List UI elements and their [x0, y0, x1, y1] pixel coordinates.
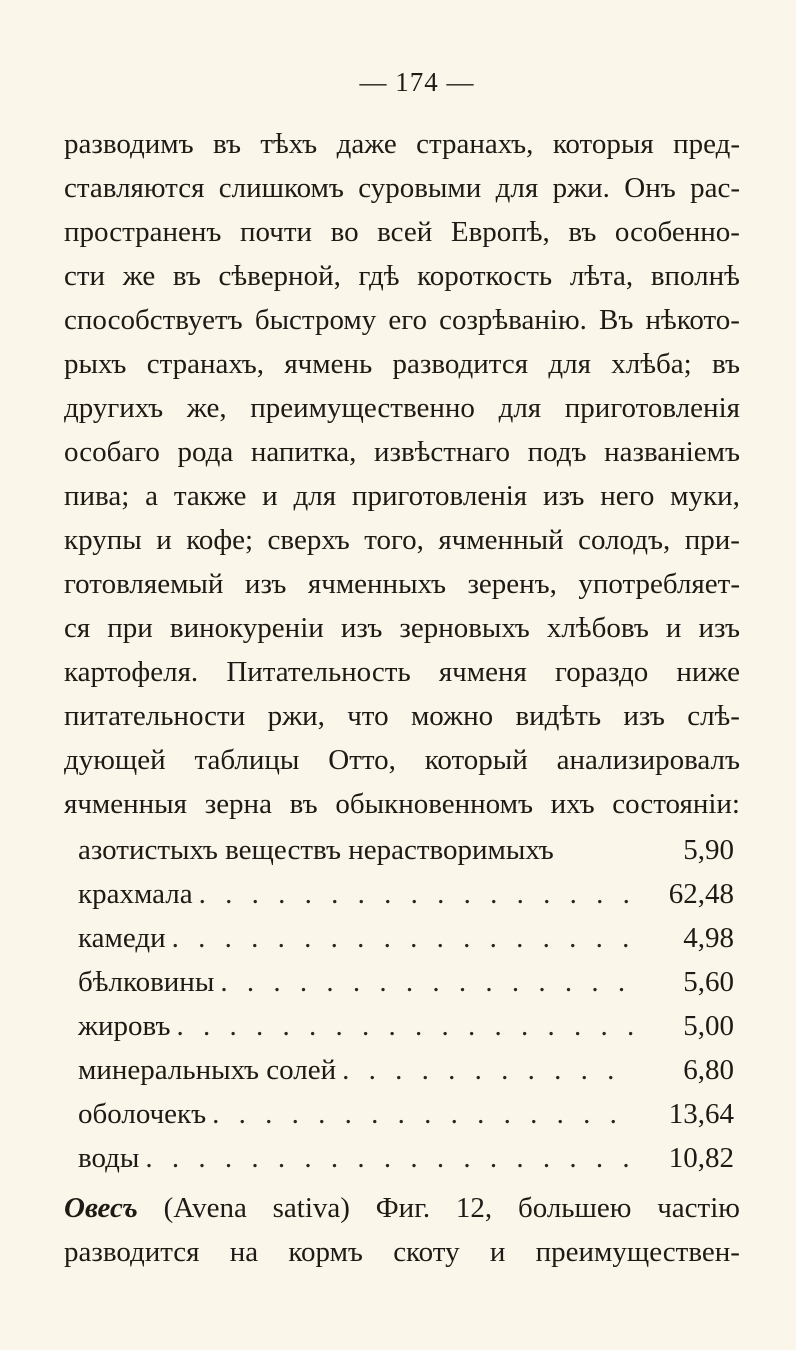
- component-name: жировъ: [78, 1010, 171, 1042]
- text-line: [64, 694, 740, 738]
- table-row: [78, 1004, 734, 1048]
- word: изъ: [340, 612, 383, 644]
- term-oats: Овесъ: [64, 1192, 138, 1224]
- word: что: [347, 700, 389, 732]
- text-line: [64, 518, 740, 562]
- word: зерновыхъ: [399, 612, 530, 644]
- word: даже: [336, 128, 397, 160]
- word: и: [489, 1236, 506, 1268]
- word: Европѣ,: [450, 216, 550, 248]
- page-number: — 174 —: [359, 67, 475, 97]
- word: который: [424, 744, 528, 776]
- text-line: [64, 738, 740, 782]
- word: 12,: [455, 1192, 493, 1224]
- word: при: [107, 612, 153, 644]
- component-value: 5,60: [683, 966, 734, 998]
- component-name: оболочекъ: [78, 1098, 207, 1130]
- word: ихъ: [550, 788, 595, 820]
- word: подъ: [527, 436, 587, 468]
- text-line: [64, 562, 740, 606]
- word: созрѣванію.: [439, 304, 587, 336]
- word: слѣ-: [687, 700, 740, 732]
- table-row: [78, 872, 734, 916]
- word: другихъ: [64, 392, 164, 424]
- word: при-: [684, 524, 740, 556]
- word: большею: [517, 1192, 632, 1224]
- word: особенно-: [614, 216, 740, 248]
- word: Отто,: [328, 744, 396, 776]
- word: хлѣбовъ: [546, 612, 649, 644]
- component-name: минеральныхъ солей: [78, 1054, 337, 1086]
- word: сѣверной,: [218, 260, 341, 292]
- word: странахъ,: [416, 128, 534, 160]
- word: во: [330, 216, 359, 248]
- word: странахъ,: [146, 348, 265, 380]
- component-value: 10,82: [668, 1142, 734, 1174]
- dot-leader: [220, 960, 634, 1004]
- word: ся: [64, 612, 91, 644]
- word: (Avena: [163, 1192, 247, 1224]
- text-line: [64, 210, 740, 254]
- word: лѣта,: [569, 260, 634, 292]
- word: зеренъ,: [467, 568, 557, 600]
- text-line: [64, 254, 740, 298]
- word: гораздо: [555, 656, 649, 688]
- word: напитка,: [250, 436, 357, 468]
- word: питательности: [64, 700, 246, 732]
- word: ставляются: [64, 172, 205, 204]
- word: и: [665, 612, 682, 644]
- word: таблицы: [194, 744, 300, 776]
- word: винокуреніи: [169, 612, 324, 644]
- text-line: [64, 474, 740, 518]
- dot-leader: [342, 1048, 634, 1092]
- word: также: [173, 480, 247, 512]
- word: скоту: [393, 1236, 460, 1268]
- word: для: [495, 172, 539, 204]
- word: ржи,: [267, 700, 325, 732]
- word: ниже: [676, 656, 740, 688]
- word: Онъ: [624, 172, 676, 204]
- dot-leader: [199, 872, 634, 916]
- word: частію: [657, 1192, 740, 1224]
- text-line: [64, 298, 740, 342]
- table-row: [78, 1048, 734, 1092]
- word: пространенъ: [64, 216, 222, 248]
- word: солодъ,: [578, 524, 671, 556]
- component-name: камеди: [78, 922, 166, 954]
- book-page: [64, 62, 740, 1274]
- word: и: [262, 480, 278, 512]
- word: на: [229, 1236, 259, 1268]
- word: муки,: [670, 480, 740, 512]
- word: ячменя: [438, 656, 527, 688]
- word: же,: [186, 392, 227, 424]
- component-name: азотистыхъ веществъ нерастворимыхъ: [78, 834, 554, 866]
- word: зерна: [204, 788, 272, 820]
- word: всей: [377, 216, 433, 248]
- table-row: [78, 1136, 734, 1180]
- word: разводится: [64, 1236, 200, 1268]
- dot-leader: [212, 1092, 634, 1136]
- word: для: [548, 348, 591, 380]
- word: слишкомъ: [218, 172, 344, 204]
- word: въ: [213, 128, 241, 160]
- word: преимущественно: [250, 392, 475, 424]
- word: sativa): [272, 1192, 350, 1224]
- text-line: [64, 606, 740, 650]
- text-line: [64, 122, 740, 166]
- word: преимуществен-: [535, 1236, 740, 1268]
- word: рас-: [690, 172, 740, 204]
- text-line: [64, 342, 740, 386]
- word: Питательность: [226, 656, 411, 688]
- word: употребляет-: [578, 568, 740, 600]
- component-name: воды: [78, 1142, 140, 1174]
- word: въ: [568, 216, 597, 248]
- table-row: [78, 960, 734, 1004]
- word: изъ: [698, 612, 740, 644]
- word: почти: [239, 216, 313, 248]
- dot-leader: [145, 1136, 634, 1180]
- word: а: [145, 480, 158, 512]
- word: изъ: [623, 700, 665, 732]
- word: ржи.: [552, 172, 610, 204]
- word: способствуетъ: [64, 304, 243, 336]
- table-row: [78, 828, 734, 872]
- barley-composition-table: [78, 828, 734, 1180]
- word: видѣть: [515, 700, 602, 732]
- word: состояніи:: [612, 788, 740, 820]
- word: разводится: [392, 348, 529, 380]
- word: картофеля.: [64, 656, 199, 688]
- word: и: [156, 524, 172, 556]
- word: его: [388, 304, 427, 336]
- text-line: [64, 782, 740, 826]
- component-value: 4,98: [683, 922, 734, 954]
- word: того,: [364, 524, 424, 556]
- word: кофе;: [186, 524, 254, 556]
- text-line: [64, 650, 740, 694]
- word: названіемъ: [604, 436, 740, 468]
- word: гдѣ: [358, 260, 400, 292]
- word: рода: [177, 436, 234, 468]
- component-value: 62,48: [668, 878, 734, 910]
- paragraph-barley: [64, 122, 740, 826]
- word: быстрому: [254, 304, 377, 336]
- text-line: [64, 1230, 740, 1274]
- word: для: [293, 480, 337, 512]
- word: короткость: [417, 260, 553, 292]
- text-line: [64, 386, 740, 430]
- table-row: [78, 916, 734, 960]
- component-name: бѣлковины: [78, 966, 215, 998]
- word: обыкновенномъ: [335, 788, 533, 820]
- dot-leader: [172, 916, 634, 960]
- word: сти: [64, 260, 106, 292]
- word: которыя: [552, 128, 654, 160]
- component-value: 6,80: [683, 1054, 734, 1086]
- word: кормъ: [288, 1236, 363, 1268]
- word: изъ: [244, 568, 287, 600]
- word: пива;: [64, 480, 130, 512]
- text-line: [64, 430, 740, 474]
- word: приготовленія: [351, 480, 528, 512]
- word: въ: [289, 788, 318, 820]
- word: готовляемый: [64, 568, 224, 600]
- word: вполнѣ: [650, 260, 740, 292]
- word: суровыми: [358, 172, 482, 204]
- word: въ: [172, 260, 201, 292]
- word: можно: [410, 700, 494, 732]
- word: ячменныя: [64, 788, 188, 820]
- word: ячменныхъ: [307, 568, 446, 600]
- word: ячменный: [438, 524, 564, 556]
- word: для: [498, 392, 542, 424]
- word: рыхъ: [64, 348, 127, 380]
- component-value: 5,00: [683, 1010, 734, 1042]
- word: изъ: [542, 480, 585, 512]
- paragraph-oats: [64, 1186, 740, 1274]
- word: хлѣба;: [611, 348, 692, 380]
- word: пред-: [673, 128, 740, 160]
- word: разводимъ: [64, 128, 194, 160]
- text-line: [64, 1186, 740, 1230]
- word: извѣстнаго: [373, 436, 511, 468]
- word: нѣкото-: [645, 304, 740, 336]
- word: него: [600, 480, 655, 512]
- table-row: [78, 1092, 734, 1136]
- word: же: [122, 260, 156, 292]
- word: Фиг.: [375, 1192, 431, 1224]
- word: въ: [711, 348, 740, 380]
- word: анализировалъ: [556, 744, 740, 776]
- component-name: крахмала: [78, 878, 193, 910]
- word: тѣхъ: [260, 128, 318, 160]
- word: особаго: [64, 436, 160, 468]
- word: дующей: [64, 744, 166, 776]
- word: крупы: [64, 524, 142, 556]
- word: сверхъ: [267, 524, 350, 556]
- word: ячмень: [284, 348, 373, 380]
- component-value: 5,90: [683, 834, 734, 866]
- component-value: 13,64: [668, 1098, 734, 1130]
- dot-leader: [177, 1004, 634, 1048]
- text-line: [64, 166, 740, 210]
- word: приготовленія: [564, 392, 740, 424]
- word: Въ: [599, 304, 634, 336]
